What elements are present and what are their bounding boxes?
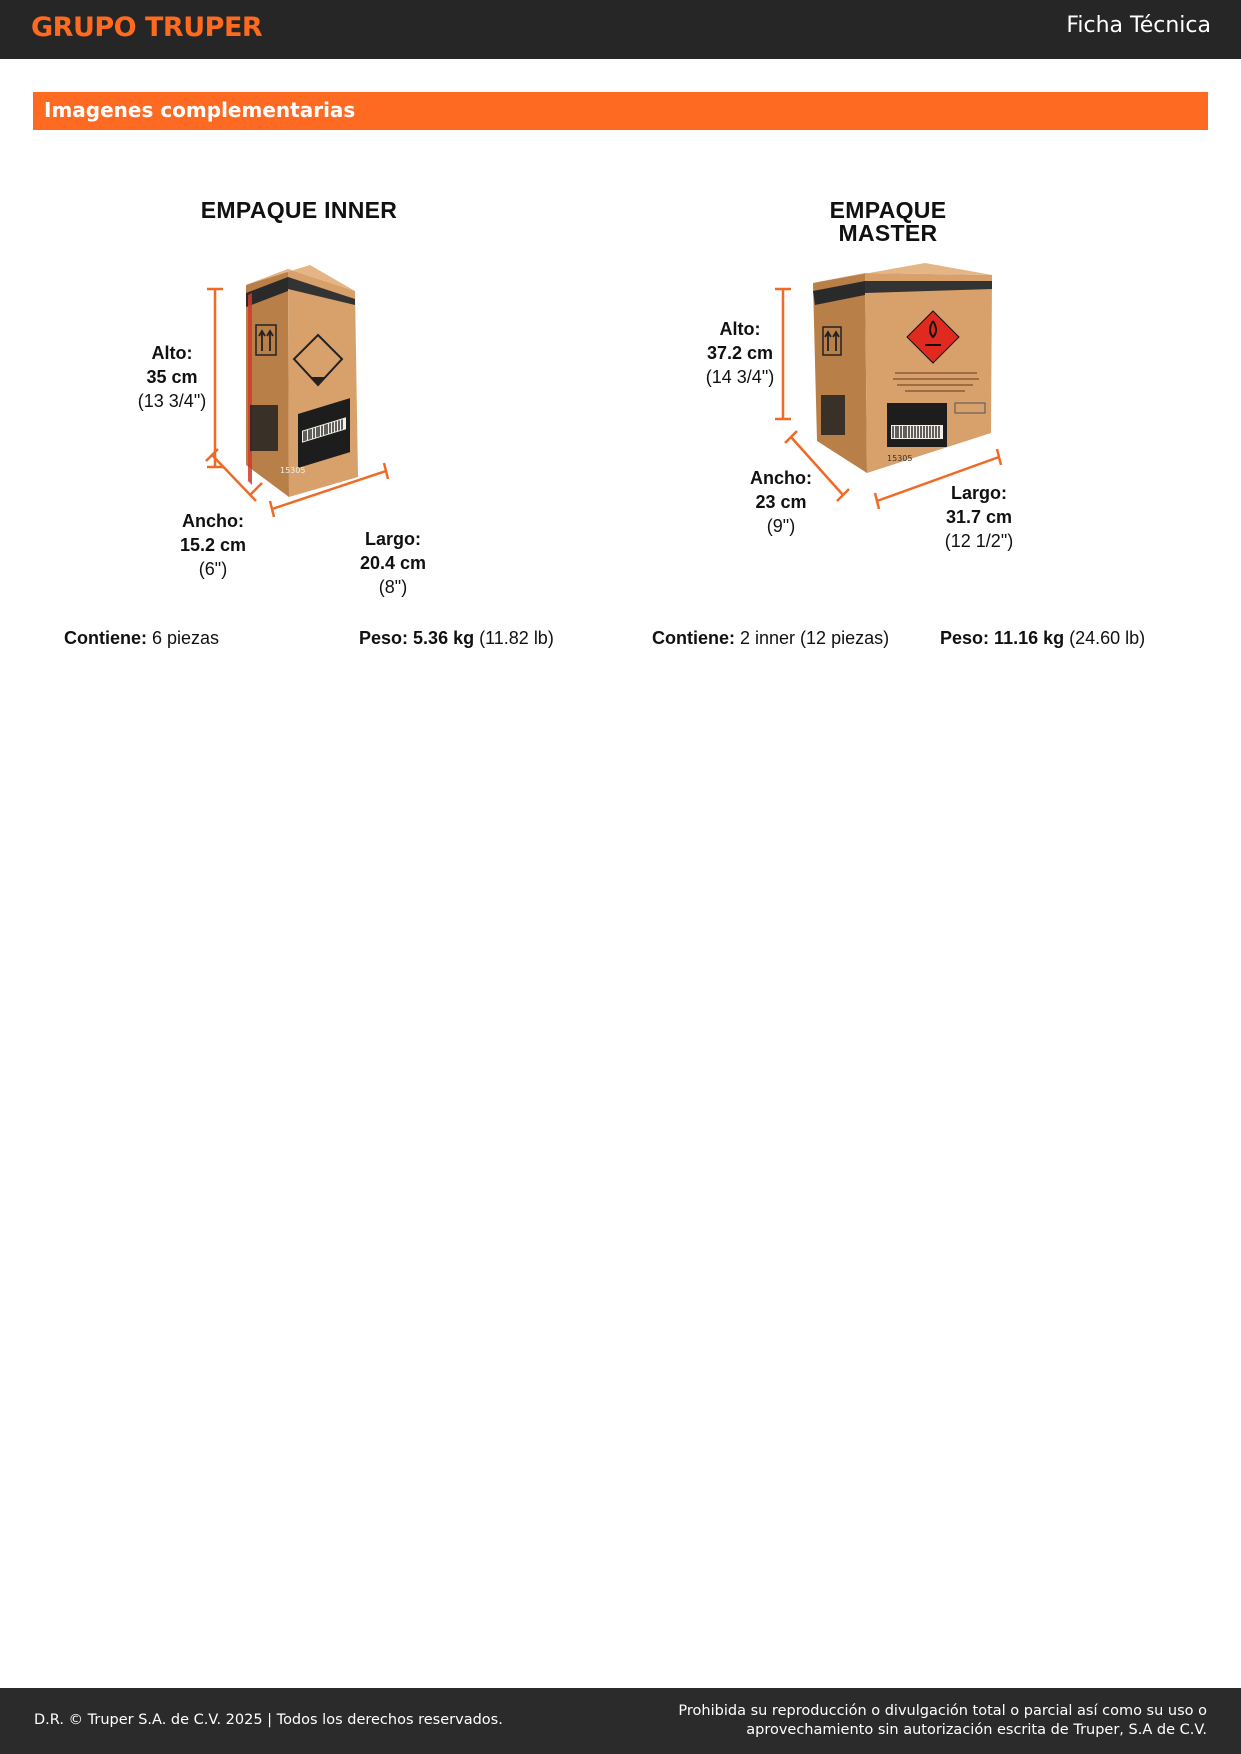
master-ancho-label: Ancho: — [750, 468, 812, 488]
inner-alto-label: Alto: — [151, 343, 193, 363]
master-largo-metric: 31.7 cm — [945, 507, 1013, 527]
inner-ancho-metric: 15.2 cm — [179, 535, 247, 555]
inner-alto-dimension — [112, 341, 232, 413]
master-largo-label: Largo: — [951, 483, 1007, 503]
inner-alto-imperial: (13 3/4") — [137, 391, 207, 411]
master-largo-imperial: (12 1/2") — [944, 531, 1014, 551]
master-ancho-imperial: (9") — [766, 516, 796, 536]
inner-alto-metric: 35 cm — [146, 367, 198, 387]
inner-ancho-imperial: (6") — [198, 559, 228, 579]
master-ancho-dimension — [721, 466, 841, 538]
footer-notice — [607, 1702, 1207, 1740]
master-ancho-metric: 23 cm — [755, 492, 807, 512]
master-alto-label: Alto: — [719, 319, 761, 339]
inner-peso: Peso: 5.36 kg (11.82 lb) — [359, 628, 554, 648]
inner-ancho-dimension — [153, 509, 273, 581]
master-alto-dimension — [680, 317, 800, 389]
top-bar — [0, 0, 1241, 59]
inner-ancho-label: Ancho: — [182, 511, 244, 531]
inner-largo-dimension — [333, 527, 453, 599]
footer-notice-line1: Prohibida su reproducción o divulgación total o parcial así como su uso o — [678, 1703, 1207, 1719]
master-alto-metric: 37.2 cm — [706, 343, 774, 363]
barcode-icon — [891, 425, 943, 439]
master-package-title: EMPAQUE MASTER — [829, 197, 947, 246]
inner-contiene: Contiene: 6 piezas — [64, 628, 220, 648]
master-peso: Peso: 11.16 kg (24.60 lb) — [940, 628, 1146, 648]
brand-logo: GRUPO TRUPER — [31, 12, 263, 43]
document-type: Ficha Técnica — [1066, 13, 1211, 38]
section-title: Imagenes complementarias — [44, 98, 356, 122]
inner-largo-imperial: (8") — [378, 577, 408, 597]
footer — [0, 1688, 1241, 1754]
master-alto-imperial: (14 3/4") — [705, 367, 775, 387]
footer-notice-line2: aprovechamiento sin autorización escrita de Truper, S.A de C.V. — [746, 1722, 1207, 1738]
svg-text:15305: 15305 — [887, 454, 913, 463]
footer-copyright: D.R. © Truper S.A. de C.V. 2025 | Todos los derechos reservados. — [34, 1712, 503, 1728]
inner-largo-metric: 20.4 cm — [359, 553, 427, 573]
section-header — [33, 92, 1208, 130]
svg-text:15305: 15305 — [280, 466, 306, 475]
master-contiene: Contiene: 2 inner (12 piezas) — [652, 628, 890, 648]
inner-package-title: EMPAQUE INNER — [200, 197, 398, 223]
inner-largo-label: Largo: — [365, 529, 421, 549]
master-largo-dimension — [919, 481, 1039, 553]
